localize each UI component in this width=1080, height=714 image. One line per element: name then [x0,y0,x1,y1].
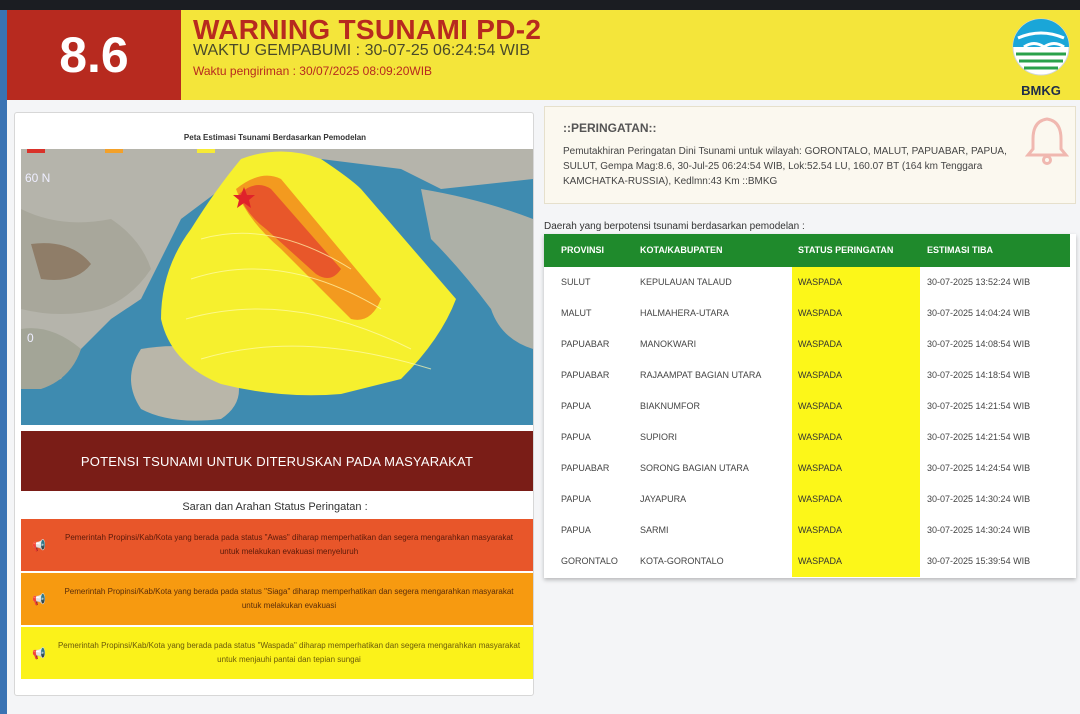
table-row: PAPUABAR SORONG BAGIAN UTARA WASPADA 30-07-2025 14:24:54 WIB [544,453,1070,484]
col-provinsi: PROVINSI [561,245,605,255]
quake-time: WAKTU GEMPABUMI : 30-07-25 06:24:54 WIB [193,42,530,59]
table-row: PAPUA BIAKNUMFOR WASPADA 30-07-2025 14:21:54 WIB [544,391,1070,422]
status-badge: WASPADA [792,453,920,484]
potential-banner: POTENSI TSUNAMI UNTUK DITERUSKAN PADA MASYARAKAT [21,431,533,491]
status-badge: WASPADA [792,484,920,515]
equator-label: 0 [27,331,34,345]
bmkg-logo-label: BMKG [1021,83,1061,98]
col-status: STATUS PERINGATAN [798,245,894,255]
status-badge: WASPADA [792,422,920,453]
warning-heading: ::PERINGATAN:: [563,121,657,135]
advice-waspada-text: Pemerintah Propinsi/Kab/Kota yang berada pada status "Waspada" diharap memperhatikan dan segera mengarahkan masyarakat untuk menjauhi pantai dan tepian sungai [57,641,521,664]
table-header [544,234,1070,267]
advice-awas-text: Pemerintah Propinsi/Kab/Kota yang berada pada status "Awas" diharap memperhatikan dan segera mengarahkan masyarakat untuk melakukan evakuasi menyeluruh [64,533,514,556]
left-edge [0,10,7,714]
advice-heading: Saran dan Arahan Status Peringatan : [182,501,368,513]
warning-card [544,106,1076,204]
megaphone-icon: 📢 [32,647,46,660]
megaphone-icon: 📢 [32,539,46,552]
region-table [544,234,1076,578]
status-badge: WASPADA [792,515,920,546]
table-row: PAPUA SUPIORI WASPADA 30-07-2025 14:21:54 WIB [544,422,1070,453]
col-estimasi: ESTIMASI TIBA [927,245,994,255]
bmkg-logo-icon [1010,16,1072,78]
status-badge: WASPADA [792,298,920,329]
magnitude-box: 8.6 [7,10,181,100]
table-row: PAPUABAR RAJAAMPAT BAGIAN UTARA WASPADA 30-07-2025 14:18:54 WIB [544,360,1070,391]
table-row: PAPUA SARMI WASPADA 30-07-2025 14:30:24 WIB [544,515,1070,546]
table-caption: Daerah yang berpotensi tsunami berdasarkan pemodelan : [544,221,805,232]
table-body [544,267,1070,577]
megaphone-icon: 📢 [32,593,46,606]
bell-icon [1025,113,1069,165]
sent-time: Waktu pengiriman : 30/07/2025 08:09:20WIB [193,64,433,78]
status-badge: WASPADA [792,267,920,298]
status-badge: WASPADA [792,329,920,360]
advice-siaga-text: Pemerintah Propinsi/Kab/Kota yang berada pada status "Siaga" diharap memperhatikan dan segera mengarahkan masyarakat untuk melakukan evakuasi [64,587,514,610]
tsunami-map[interactable] [21,149,533,425]
table-row: GORONTALO KOTA-GORONTALO WASPADA 30-07-2025 15:39:54 WIB [544,546,1070,577]
bmkg-logo [1010,16,1072,98]
top-strip [0,0,1080,10]
col-kota: KOTA/KABUPATEN [640,245,723,255]
map-panel [14,112,534,696]
table-row: MALUT HALMAHERA-UTARA WASPADA 30-07-2025 14:04:24 WIB [544,298,1070,329]
table-row: PAPUABAR MANOKWARI WASPADA 30-07-2025 14:08:54 WIB [544,329,1070,360]
status-badge: WASPADA [792,391,920,422]
lat-label: 60 N [25,171,51,185]
advice-waspada [21,627,533,679]
status-badge: WASPADA [792,360,920,391]
map-title: Peta Estimasi Tsunami Berdasarkan Pemodelan [183,133,367,142]
table-row: SULUT KEPULAUAN TALAUD WASPADA 30-07-2025 13:52:24 WIB [544,267,1070,298]
alert-header [7,10,1080,100]
warning-body: Pemutakhiran Peringatan Dini Tsunami untuk wilayah: GORONTALO, MALUT, PAPUABAR, PAPUA, SULUT, Gempa Mag:8.6, 30-Jul-25 06:24:54 WIB, Lok:52.54 LU, 160.07 BT (164 km Tenggara KAMCHATKA-RUSSIA), Kedlmn:43 Km ::BMKG [563,146,1007,187]
table-row: PAPUA JAYAPURA WASPADA 30-07-2025 14:30:24 WIB [544,484,1070,515]
advice-siaga [21,573,533,625]
alert-title: WARNING TSUNAMI PD-2 [193,14,542,45]
advice-awas [21,519,533,571]
status-badge: WASPADA [792,546,920,577]
